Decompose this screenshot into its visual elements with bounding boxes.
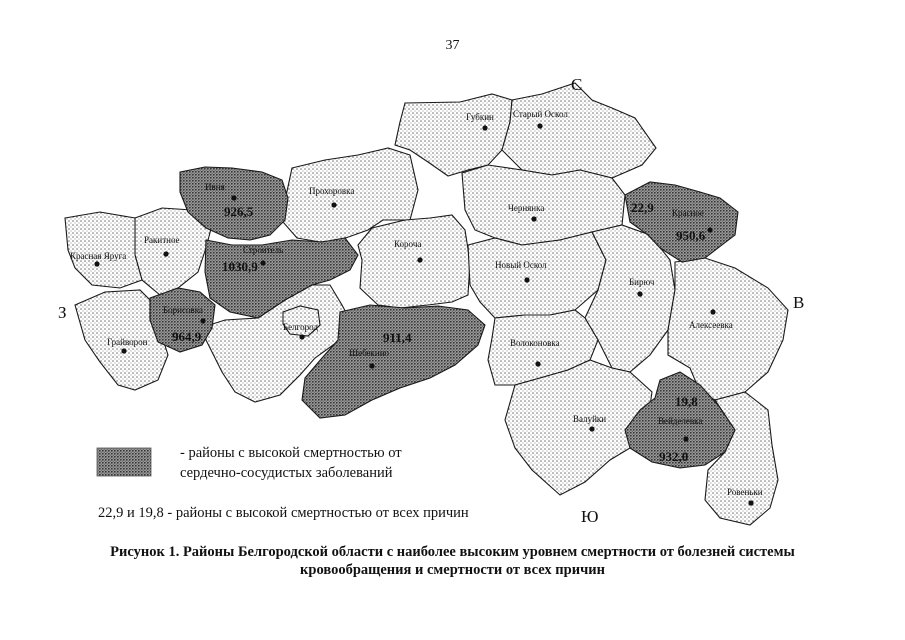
compass-north: С xyxy=(571,75,583,94)
district-label-alekseevka: Алексеевка xyxy=(689,320,733,330)
compass-west: З xyxy=(58,303,67,322)
value-label-krasnoe: 950,6 xyxy=(676,228,706,243)
district-shape-korocha xyxy=(358,215,470,308)
page-number: 37 xyxy=(445,38,460,53)
legend-high-cvd-line1: - районы с высокой смертностью от xyxy=(180,445,402,461)
district-marker-volokonovka xyxy=(535,361,540,366)
district-marker-rakitnoe xyxy=(163,251,168,256)
district-marker-stary-oskol xyxy=(537,123,542,128)
district-label-ivnya: Ивня xyxy=(205,182,225,192)
district-marker-veydelevka xyxy=(683,436,688,441)
district-marker-rovenki xyxy=(748,500,753,505)
district-marker-ivnya xyxy=(231,195,236,200)
district-marker-novy-oskol xyxy=(524,277,529,282)
legend-swatch xyxy=(97,448,151,476)
value-label-borisovka: 964,9 xyxy=(172,329,202,344)
caption-line-1: Рисунок 1. Районы Белгородской области с наиболее высоким уровнем смертности от болезней системы xyxy=(110,544,795,560)
district-marker-borisovka xyxy=(200,318,205,323)
district-label-veydelevka: Вейделевка xyxy=(658,416,703,426)
district-shape-novy-oskol xyxy=(468,232,606,318)
district-marker-krasnaya-yaruga xyxy=(94,261,99,266)
district-marker-gubkin xyxy=(482,125,487,130)
district-label-borisovka: Борисовка xyxy=(163,305,203,315)
district-label-biryuch: Бирюч xyxy=(629,277,655,287)
district-marker-korocha xyxy=(417,257,422,262)
district-label-stroitel: Строитель xyxy=(243,245,284,255)
all-causes-label-veydelevka: 19,8 xyxy=(675,394,698,409)
district-marker-grayvoron xyxy=(121,348,126,353)
district-marker-shebekino xyxy=(369,363,374,368)
compass-east: В xyxy=(793,293,805,312)
district-shape-krasnaya-yaruga xyxy=(65,212,142,288)
district-label-prokhorovka: Прохоровка xyxy=(309,186,355,196)
district-marker-biryuch xyxy=(637,291,642,296)
district-label-volokonovka: Волоконовка xyxy=(510,338,560,348)
legend-high-cvd-line2: сердечно-сосудистых заболеваний xyxy=(180,465,393,481)
district-shape-stary-oskol xyxy=(502,83,656,178)
district-label-krasnaya-yaruga: Красная Яруга xyxy=(70,251,127,261)
district-label-belgorod: Белгород xyxy=(283,322,318,332)
district-label-chernyanka: Чернянка xyxy=(508,203,545,213)
compass-south: Ю xyxy=(581,507,599,526)
district-label-novy-oskol: Новый Оскол xyxy=(495,260,547,270)
value-label-veydelevka: 932,0 xyxy=(659,449,689,464)
district-marker-chernyanka xyxy=(531,216,536,221)
district-label-shebekino: Шебекино xyxy=(349,348,390,358)
district-label-rovenki: Ровеньки xyxy=(727,487,763,497)
district-label-korocha: Короча xyxy=(394,239,422,249)
district-marker-belgorod xyxy=(299,334,304,339)
district-marker-alekseevka xyxy=(710,309,715,314)
district-label-rakitnoe: Ракитное xyxy=(144,235,180,245)
district-label-grayvoron: Грайворон xyxy=(107,337,148,347)
figure-caption xyxy=(0,543,905,579)
district-marker-prokhorovka xyxy=(331,202,336,207)
district-label-gubkin: Губкин xyxy=(466,112,494,122)
district-label-valuyki: Валуйки xyxy=(573,414,607,424)
district-label-stary-oskol: Старый Оскол xyxy=(513,109,568,119)
value-label-ivnya: 926,5 xyxy=(224,204,254,219)
value-label-shebekino: 911,4 xyxy=(383,330,412,345)
district-marker-valuyki xyxy=(589,426,594,431)
legend-all-causes: 22,9 и 19,8 - районы с высокой смертностью от всех причин xyxy=(98,505,469,521)
all-causes-label-krasnoe: 22,9 xyxy=(631,200,654,215)
district-label-krasnoe: Красное xyxy=(672,208,704,218)
district-marker-stroitel xyxy=(260,260,265,265)
district-marker-krasnoe xyxy=(707,227,712,232)
caption-line-2: кровообращения и смертности от всех причин xyxy=(300,562,605,578)
value-label-stroitel: 1030,9 xyxy=(222,259,258,274)
